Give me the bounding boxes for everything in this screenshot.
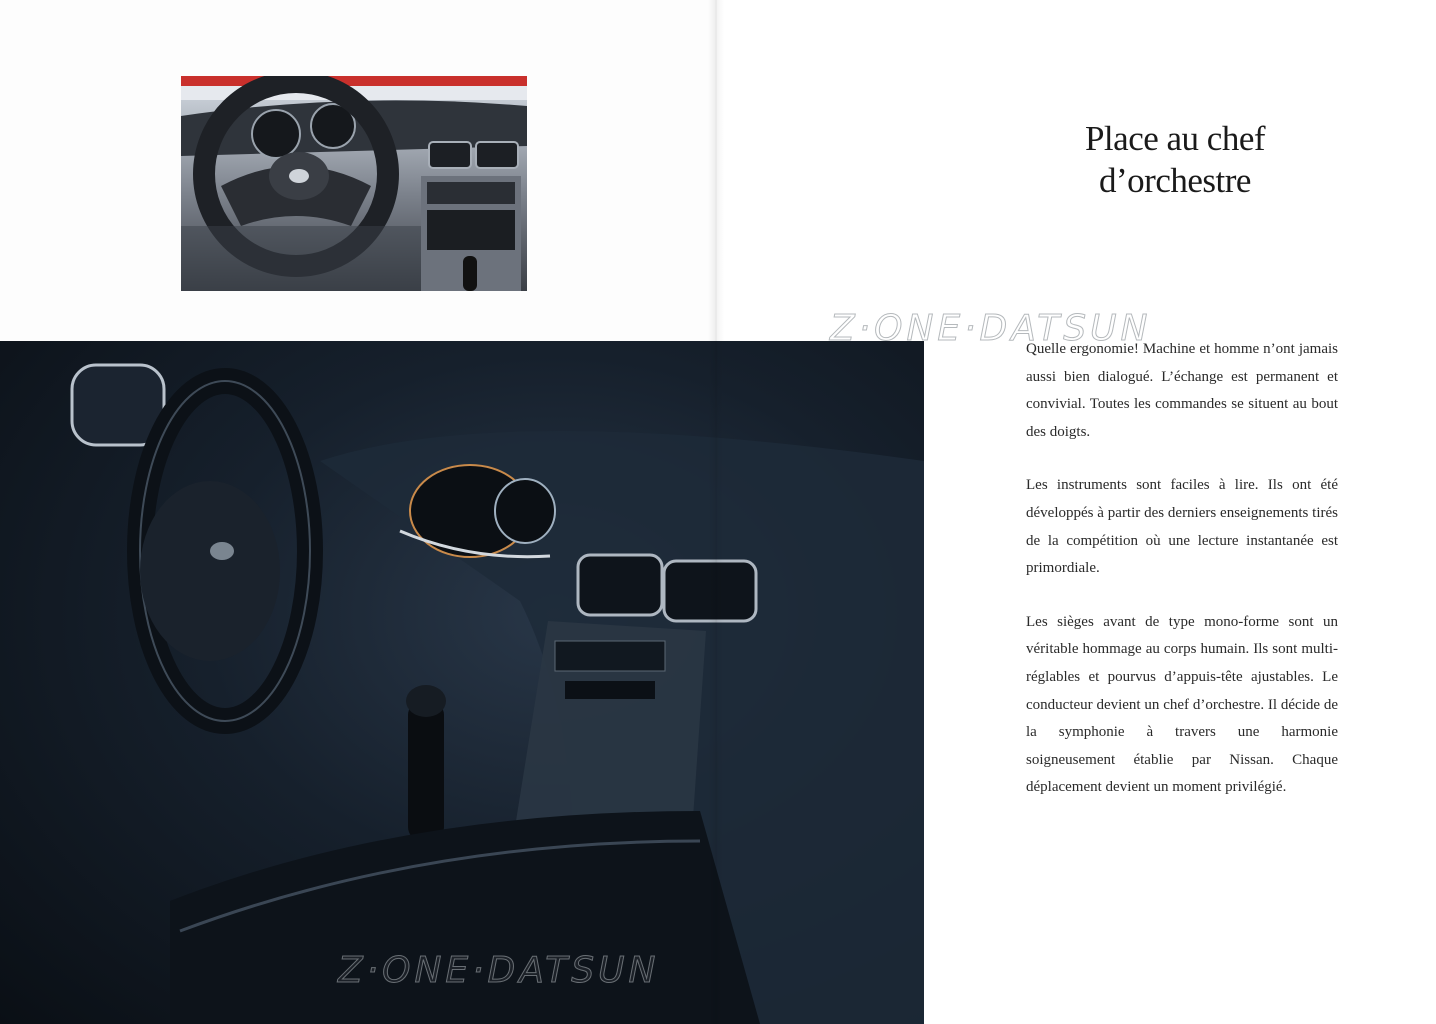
watermark-bottom: Z·ONE·DATSUN	[338, 950, 660, 991]
watermark-top: Z·ONE·DATSUN	[830, 308, 1152, 349]
paragraph-seats: Les sièges avant de type mono-forme sont un véritable hommage au corps humain. Ils sont multi-réglables et pourvus d’appuis-tête ajustables. Le conducteur devient un chef d’orchestre. Il décide de la symphonie à travers une harmonie soigneusement établie par Nissan. Chaque déplacement devient un moment privilégié.	[1026, 613, 1338, 796]
title-line-1: Place au chef	[1084, 119, 1266, 158]
book-gutter	[708, 0, 724, 1024]
body-text	[1026, 336, 1338, 828]
title-line-2: d’orchestre	[1099, 161, 1251, 200]
interior-photo-large	[0, 341, 924, 1024]
dashboard-photo-small	[181, 76, 527, 291]
paragraph-instruments: Les instruments sont faciles à lire. Ils ont été développés à partir des derniers enseignements tirés de la compétition où une lecture instantanée est primordiale.	[1026, 477, 1338, 577]
page-title	[1040, 118, 1310, 202]
paragraph-ergonomics: Quelle ergonomie! Machine et homme n’ont jamais aussi bien dialogué. L’échange est permanent et convivial. Toutes les commandes se situent au bout des doigts.	[1026, 341, 1338, 440]
